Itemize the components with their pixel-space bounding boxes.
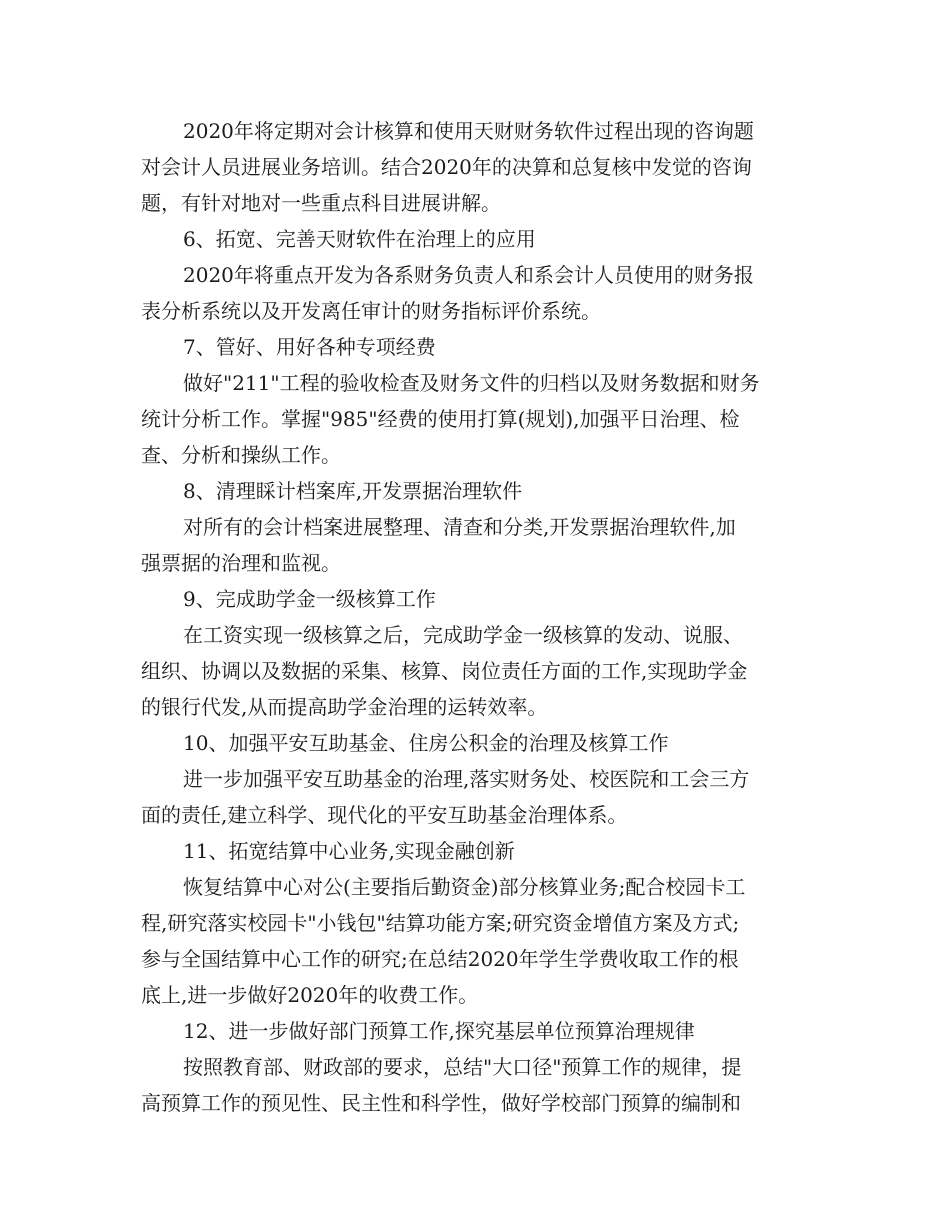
paragraph-line: 统计分析工作。掌握"985"经费的使用打算(规划),加强平日治理、检 — [141, 407, 740, 431]
paragraph-line: 程,研究落实校园卡"小钱包"结算功能方案;研究资金增值方案及方式; — [141, 911, 740, 935]
paragraph-line: 恢复结算中心对公(主要指后勤资金)部分核算业务;配合校园卡工 — [183, 875, 746, 899]
paragraph-line: 参与全国结算中心工作的研究;在总结2020年学生学费收取工作的根 — [141, 947, 739, 971]
section-heading: 6、拓宽、完善天财软件在治理上的应用 — [183, 227, 536, 251]
paragraph-line: 进一步加强平安互助基金的治理,落实财务处、校医院和工会三方 — [183, 767, 750, 791]
paragraph-line: 题，有针对地对一些重点科目进展讲解。 — [141, 191, 501, 215]
paragraph-line: 表分析系统以及开发离任审计的财务指标评价系统。 — [141, 299, 601, 323]
paragraph-line: 强票据的治理和监视。 — [141, 551, 341, 575]
paragraph-line: 查、分析和操纵工作。 — [141, 443, 341, 467]
paragraph-line: 2020年将定期对会计核算和使用天财财务软件过程出现的咨询题 — [183, 119, 754, 143]
paragraph-line: 在工资实现一级核算之后，完成助学金一级核算的发动、说服、 — [183, 623, 743, 647]
section-heading: 12、进一步做好部门预算工作,探究基层单位预算治理规律 — [183, 1019, 695, 1043]
section-heading: 10、加强平安互助基金、住房公积金的治理及核算工作 — [183, 731, 669, 755]
paragraph-line: 的银行代发,从而提高助学金治理的运转效率。 — [141, 695, 548, 719]
section-heading: 7、管好、用好各种专项经费 — [183, 335, 436, 359]
section-heading: 9、完成助学金一级核算工作 — [183, 587, 436, 611]
paragraph-line: 面的责任,建立科学、现代化的平安互助基金治理体系。 — [141, 803, 628, 827]
section-heading: 11、拓宽结算中心业务,实现金融创新 — [183, 839, 515, 863]
paragraph-line: 按照教育部、财政部的要求，总结"大口径"预算工作的规律，提 — [183, 1055, 742, 1079]
paragraph-line: 高预算工作的预见性、民主性和科学性，做好学校部门预算的编制和 — [141, 1091, 741, 1115]
paragraph-line: 组织、协调以及数据的采集、核算、岗位责任方面的工作,实现助学金 — [141, 659, 748, 683]
paragraph-line: 对会计人员进展业务培训。结合2020年的决算和总复核中发觉的咨询 — [141, 155, 752, 179]
paragraph-line: 做好"211"工程的验收检查及财务文件的归档以及财务数据和财务 — [183, 371, 760, 395]
paragraph-line: 底上,进一步做好2020年的收费工作。 — [141, 983, 479, 1007]
paragraph-line: 2020年将重点开发为各系财务负责人和系会计人员使用的财务报 — [183, 263, 754, 287]
paragraph-line: 对所有的会计档案进展整理、清查和分类,开发票据治理软件,加 — [183, 515, 736, 539]
section-heading: 8、清理睬计档案库,开发票据治理软件 — [183, 479, 523, 503]
